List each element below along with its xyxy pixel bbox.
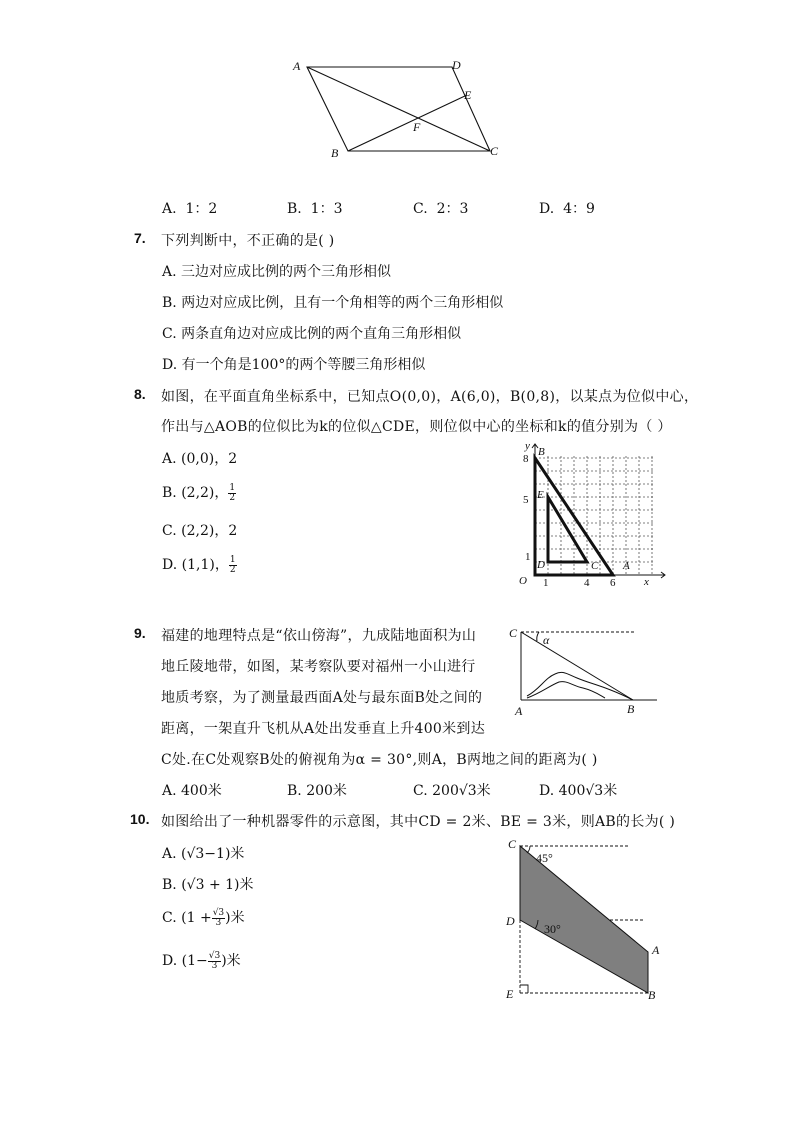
option-letter: A. (162, 846, 177, 862)
vertex-label-C: C (490, 144, 499, 158)
x-tick-6: 6 (610, 577, 616, 589)
point-A-label: A (515, 704, 523, 718)
q6-option-d[interactable] (539, 198, 595, 218)
q10-option-d[interactable] (162, 950, 241, 971)
option-letter: A. (162, 783, 177, 799)
option-text: 两边对应成比例，且有一个角相等的两个三角形相似 (181, 295, 504, 311)
option-letter: A. (162, 451, 177, 467)
option-letter: B. (162, 877, 177, 893)
q9-mountain-figure (505, 622, 665, 720)
option-text: 1：3 (310, 201, 343, 217)
y-tick-5: 5 (523, 494, 529, 506)
q9-option-d[interactable] (539, 780, 617, 800)
grid (535, 456, 653, 575)
fraction-numerator: 1 (229, 482, 236, 493)
option-text: 4：9 (563, 201, 595, 217)
option-letter: C. (162, 326, 177, 342)
q7-option-b[interactable] (162, 292, 503, 312)
point-E-label: E (506, 987, 514, 1001)
q8-option-a[interactable] (162, 448, 237, 468)
point-D-label: D (506, 914, 515, 928)
q8-number: 8. (134, 386, 146, 402)
angle-30-label: 30° (544, 922, 561, 936)
fraction-denominator: 3 (211, 960, 218, 971)
option-letter: A. (162, 264, 177, 280)
fraction (228, 484, 236, 503)
q8-coordinate-figure (505, 438, 670, 590)
q9-line3: 地质考察，为了测量最西面A处与最东面B处之间的 (161, 690, 483, 706)
option-text: 200米 (306, 783, 347, 799)
q9-line1: 福建的地理特点是“依山傍海”，九成陆地面积为山 (161, 628, 477, 644)
q10-stem: 如图给出了一种机器零件的示意图，其中CD = 2米、BE = 3米，则AB的长为( ) (161, 814, 676, 830)
option-text: (2,2)，2 (181, 523, 238, 539)
axis-x-label: x (644, 576, 649, 588)
point-E-label: E (537, 489, 544, 501)
option-letter: D. (162, 557, 178, 573)
option-letter: A. (162, 201, 177, 217)
q10-option-c[interactable] (162, 907, 245, 928)
point-C-label: C (509, 626, 518, 640)
origin-label: O (519, 575, 527, 587)
option-letter: C. (162, 523, 177, 539)
axis-y-label: y (525, 440, 530, 452)
option-letter: C. (413, 201, 428, 217)
option-text: (1,1)， (181, 557, 229, 573)
y-tick-8: 8 (523, 453, 529, 465)
fraction-numerator: √3 (208, 950, 221, 961)
q10-option-a[interactable] (162, 843, 244, 863)
q10-number: 10. (130, 811, 150, 827)
q7-option-d[interactable] (162, 354, 425, 374)
vertex-label-A: A (293, 59, 301, 73)
vertex-label-F: F (413, 120, 421, 134)
q8-stem-line1: 如图，在平面直角坐标系中，已知点O(0,0)，A(6,0)，B(0,8)，以某点为位似中心， (161, 389, 699, 405)
fraction (229, 556, 237, 575)
point-A-label: A (652, 943, 660, 957)
option-text: (0,0)，2 (181, 451, 238, 467)
fraction-numerator: 1 (229, 554, 236, 565)
option-text: 1：2 (185, 201, 218, 217)
q7-option-a[interactable] (162, 261, 391, 281)
option-letter: B. (162, 295, 177, 311)
angle-45-label: 45° (536, 851, 553, 865)
option-text: 400米 (181, 783, 222, 799)
q9-line4: 距离，一架直升飞机从A处出发垂直上升400米到达 (161, 721, 486, 737)
option-text: (2,2)， (181, 485, 229, 501)
x-tick-1: 1 (543, 577, 549, 589)
fraction (212, 909, 225, 928)
fraction (208, 952, 221, 971)
fraction-denominator: 3 (215, 917, 222, 928)
option-letter: D. (539, 783, 555, 799)
q7-option-c[interactable] (162, 323, 461, 343)
point-B-label: B (648, 988, 656, 1002)
x-tick-4: 4 (584, 577, 590, 589)
option-text: 400√3米 (558, 783, 618, 799)
option-letter: D. (162, 953, 178, 969)
q7-stem: 下列判断中，不正确的是( ) (161, 233, 335, 249)
option-text: 200√3米 (432, 783, 491, 799)
option-text-prefix: (1 + (181, 910, 212, 926)
option-text-suffix: )米 (225, 910, 245, 926)
point-C-label: C (591, 560, 599, 572)
point-D-label: D (537, 559, 545, 571)
q8-option-c[interactable] (162, 520, 237, 540)
option-text-prefix: (1− (181, 953, 208, 969)
option-letter: B. (287, 783, 302, 799)
option-letter: D. (539, 201, 555, 217)
vertex-label-B: B (331, 146, 339, 160)
q8-option-d[interactable] (162, 554, 237, 575)
vertex-label-E: E (464, 88, 472, 102)
option-text: 三边对应成比例的两个三角形相似 (181, 264, 392, 280)
option-letter: C. (162, 910, 177, 926)
option-text: (√3−1)米 (181, 846, 245, 862)
q9-number: 9. (134, 625, 146, 641)
q6-option-b[interactable] (287, 198, 342, 218)
q9-option-c[interactable] (413, 780, 491, 800)
q6-option-a[interactable] (162, 198, 217, 218)
option-letter: B. (287, 201, 302, 217)
option-text-suffix: )米 (221, 953, 241, 969)
fraction-numerator: √3 (212, 907, 225, 918)
q6-option-c[interactable] (413, 198, 468, 218)
vertex-label-D: D (452, 58, 461, 72)
q9-line2: 地丘陵地带，如图，某考察队要对福州一小山进行 (161, 659, 476, 675)
option-letter: B. (162, 485, 177, 501)
q10-option-b[interactable] (162, 874, 254, 894)
q9-option-a[interactable] (162, 780, 222, 800)
q7-number: 7. (134, 230, 146, 246)
q9-line5: C处.在C处观察B处的俯视角为α = 30°,则A，B两地之间的距离为( ) (161, 752, 598, 768)
option-text: (√3 + 1)米 (181, 877, 254, 893)
parallelogram-figure (285, 55, 510, 165)
option-text: 两条直角边对应成比例的两个直角三角形相似 (181, 326, 462, 342)
angle-alpha-label: α (543, 633, 550, 647)
y-tick-1: 1 (525, 551, 531, 563)
point-B-label: B (627, 702, 635, 716)
q9-option-b[interactable] (287, 780, 347, 800)
fraction-denominator: 2 (229, 492, 236, 503)
point-C-label: C (508, 837, 517, 851)
option-letter: D. (162, 357, 178, 373)
q8-stem-line2: 作出与△AOB的位似比为k的位似△CDE，则位似中心的坐标和k的值分别为（ ） (161, 419, 672, 435)
option-letter: C. (413, 783, 428, 799)
option-text: 有一个角是100°的两个等腰三角形相似 (181, 357, 426, 373)
option-text: 2：3 (436, 201, 469, 217)
point-B-label: B (538, 446, 545, 458)
q8-option-b[interactable] (162, 482, 236, 503)
q10-machine-part-figure (500, 832, 670, 1004)
point-A-label: A (623, 560, 630, 572)
fraction-denominator: 2 (229, 564, 236, 575)
